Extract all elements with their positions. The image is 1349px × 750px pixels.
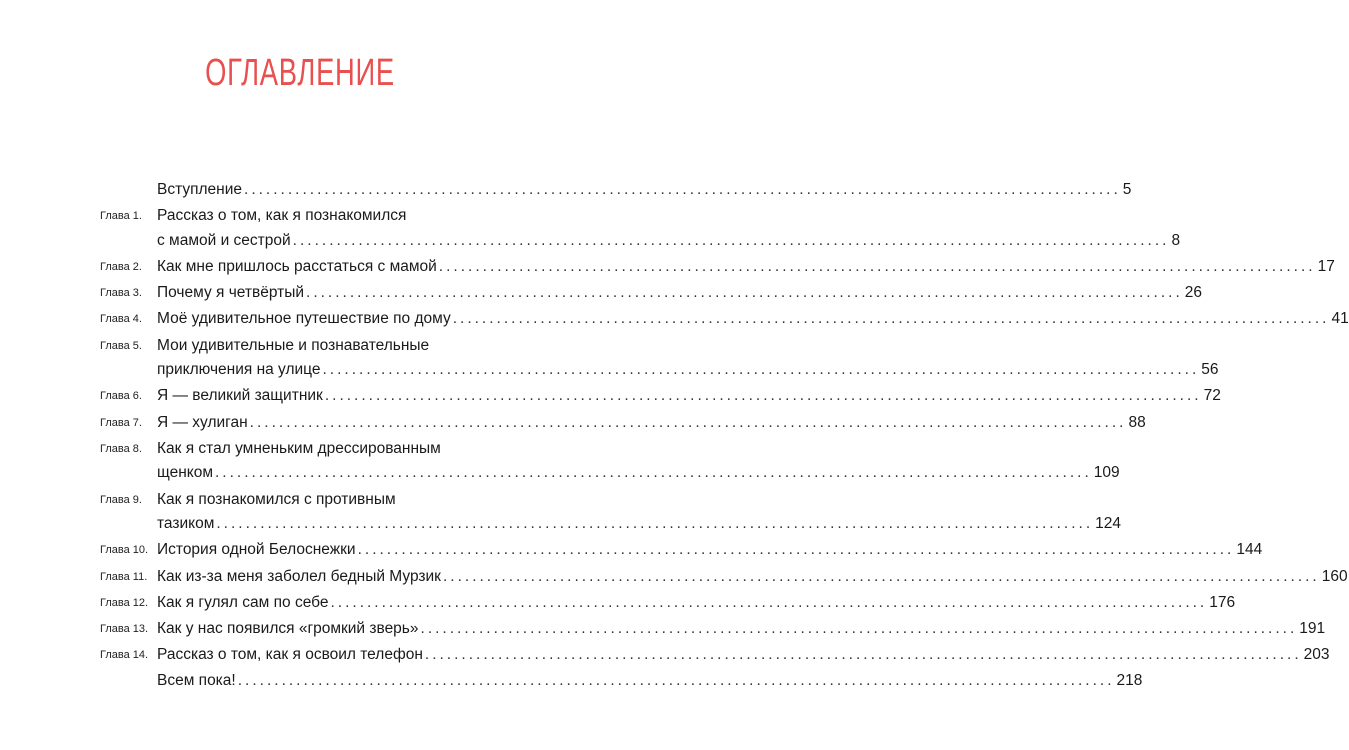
- toc-entry[interactable]: [0, 411, 1146, 436]
- dot-leader: ........................................................................................................................: [237, 672, 1115, 690]
- chapter-label: Глава 9.: [100, 493, 142, 506]
- dot-leader: ........................................................................................................................: [420, 620, 1298, 637]
- dot-leader: ........................................................................................................................: [442, 567, 1320, 585]
- dot-leader: ........................................................................................................................: [249, 413, 1127, 431]
- chapter-label: Глава 4.: [100, 313, 142, 326]
- chapter-label: Глава 10.: [100, 544, 149, 557]
- entry-leader-line: [157, 307, 1349, 331]
- entry-title: Я — хулиган: [157, 413, 248, 431]
- page-number: 17: [1317, 258, 1335, 275]
- entry-title-line: Мои удивительные и познавательные: [157, 336, 430, 354]
- entry-leader-line: [157, 281, 1203, 305]
- page-number: 8: [1171, 231, 1181, 249]
- entry-title: Я — великий защитник: [157, 387, 323, 405]
- toc-entry[interactable]: [0, 437, 1120, 486]
- page-number: 191: [1299, 620, 1326, 637]
- entry-title: тазиком: [157, 515, 215, 533]
- toc-entry[interactable]: [0, 565, 1348, 590]
- page-number: 41: [1331, 310, 1349, 328]
- chapter-label: Глава 3.: [100, 287, 142, 300]
- chapter-label: Глава 1.: [100, 210, 142, 223]
- entry-leader-line: [157, 229, 1181, 253]
- page-number: 109: [1093, 464, 1120, 482]
- entry-leader-line: [157, 565, 1348, 589]
- entry-leader-line: [157, 411, 1146, 435]
- entry-title: приключения на улице: [157, 361, 321, 379]
- dot-leader: ........................................................................................................................: [357, 541, 1235, 559]
- toc-entry[interactable]: [0, 307, 1349, 332]
- chapter-label: Глава 6.: [100, 390, 142, 403]
- chapter-label: Глава 8.: [100, 442, 142, 455]
- page-title: ОГЛАВЛЕНИЕ: [205, 52, 395, 94]
- chapter-label: Глава 7.: [100, 416, 142, 429]
- dot-leader: ........................................................................................................................: [322, 361, 1200, 379]
- entry-leader-line: [157, 358, 1219, 382]
- dot-leader: ........................................................................................................................: [424, 646, 1302, 664]
- entry-title: Всем пока!: [157, 672, 236, 690]
- toc-entry[interactable]: [0, 334, 1219, 383]
- dot-leader: ........................................................................................................................: [292, 231, 1170, 249]
- dot-leader: ........................................................................................................................: [216, 515, 1094, 533]
- page-number: 124: [1095, 515, 1122, 533]
- page-number: 5: [1122, 181, 1132, 198]
- entry-title: Вступление: [157, 181, 243, 198]
- entry-leader-line: [157, 384, 1221, 408]
- entry-leader-line: [157, 461, 1120, 485]
- page-number: 88: [1128, 413, 1146, 431]
- dot-leader: ........................................................................................................................: [215, 464, 1092, 482]
- chapter-label: Глава 2.: [100, 261, 142, 273]
- entry-title: Как я гулял сам по себе: [157, 593, 329, 611]
- chapter-label: Глава 13.: [100, 623, 149, 635]
- entry-title: Почему я четвёртый: [157, 284, 305, 302]
- page-number: 176: [1209, 593, 1236, 611]
- entry-title-line: Как я познакомился с противным: [157, 490, 396, 508]
- dot-leader: ........................................................................................................................: [438, 258, 1316, 275]
- entry-title: Рассказ о том, как я освоил телефон: [157, 646, 423, 664]
- dot-leader: ........................................................................................................................: [330, 593, 1208, 611]
- toc-entry[interactable]: [0, 255, 1335, 280]
- dot-leader: ........................................................................................................................: [244, 181, 1121, 198]
- chapter-label: Глава 11.: [100, 570, 148, 583]
- dot-leader: ........................................................................................................................: [306, 284, 1183, 302]
- page-number: 56: [1201, 361, 1219, 379]
- page-number: 218: [1116, 672, 1143, 690]
- toc-entry[interactable]: [0, 538, 1263, 563]
- toc-entry[interactable]: [0, 384, 1221, 409]
- entry-title-line: Как я стал умненьким дрессированным: [157, 439, 441, 457]
- entry-title: Как мне пришлось расстаться с мамой: [157, 258, 437, 275]
- dot-leader: ........................................................................................................................: [324, 387, 1202, 405]
- toc-entry[interactable]: [0, 178, 1132, 203]
- page-number: 26: [1184, 284, 1203, 302]
- toc-entry[interactable]: [0, 281, 1203, 306]
- chapter-label: Глава 5.: [100, 339, 142, 352]
- entry-title: Как у нас появился «громкий зверь»: [157, 620, 419, 637]
- entry-title: Как из-за меня заболел бедный Мурзик: [157, 567, 441, 585]
- chapter-label: Глава 12.: [100, 596, 149, 609]
- toc-entry[interactable]: [0, 204, 1181, 253]
- toc-entry[interactable]: [0, 488, 1122, 537]
- entry-title: с мамой и сестрой: [157, 231, 291, 249]
- entry-title: История одной Белоснежки: [157, 541, 356, 559]
- entry-leader-line: [157, 512, 1122, 536]
- toc-entry[interactable]: [0, 669, 1143, 694]
- toc-entry[interactable]: [0, 591, 1236, 616]
- entry-leader-line: [157, 617, 1326, 641]
- toc-entry[interactable]: [0, 643, 1330, 668]
- dot-leader: ........................................................................................................................: [452, 310, 1330, 328]
- entry-title: Моё удивительное путешествие по дому: [157, 310, 451, 328]
- page-number: 203: [1303, 646, 1330, 664]
- entry-title-line: Рассказ о том, как я познакомился: [157, 207, 407, 225]
- entry-leader-line: [157, 669, 1143, 693]
- entry-leader-line: [157, 538, 1263, 562]
- page-number: 72: [1203, 387, 1221, 405]
- entry-leader-line: [157, 591, 1236, 615]
- chapter-label: Глава 14.: [100, 649, 149, 662]
- entry-leader-line: [157, 643, 1330, 667]
- entry-title: щенком: [157, 464, 213, 482]
- entry-leader-line: [157, 178, 1132, 202]
- page-number: 160: [1321, 567, 1348, 585]
- toc-entry[interactable]: [0, 617, 1326, 642]
- page-number: 144: [1236, 541, 1263, 559]
- entry-leader-line: [157, 255, 1335, 279]
